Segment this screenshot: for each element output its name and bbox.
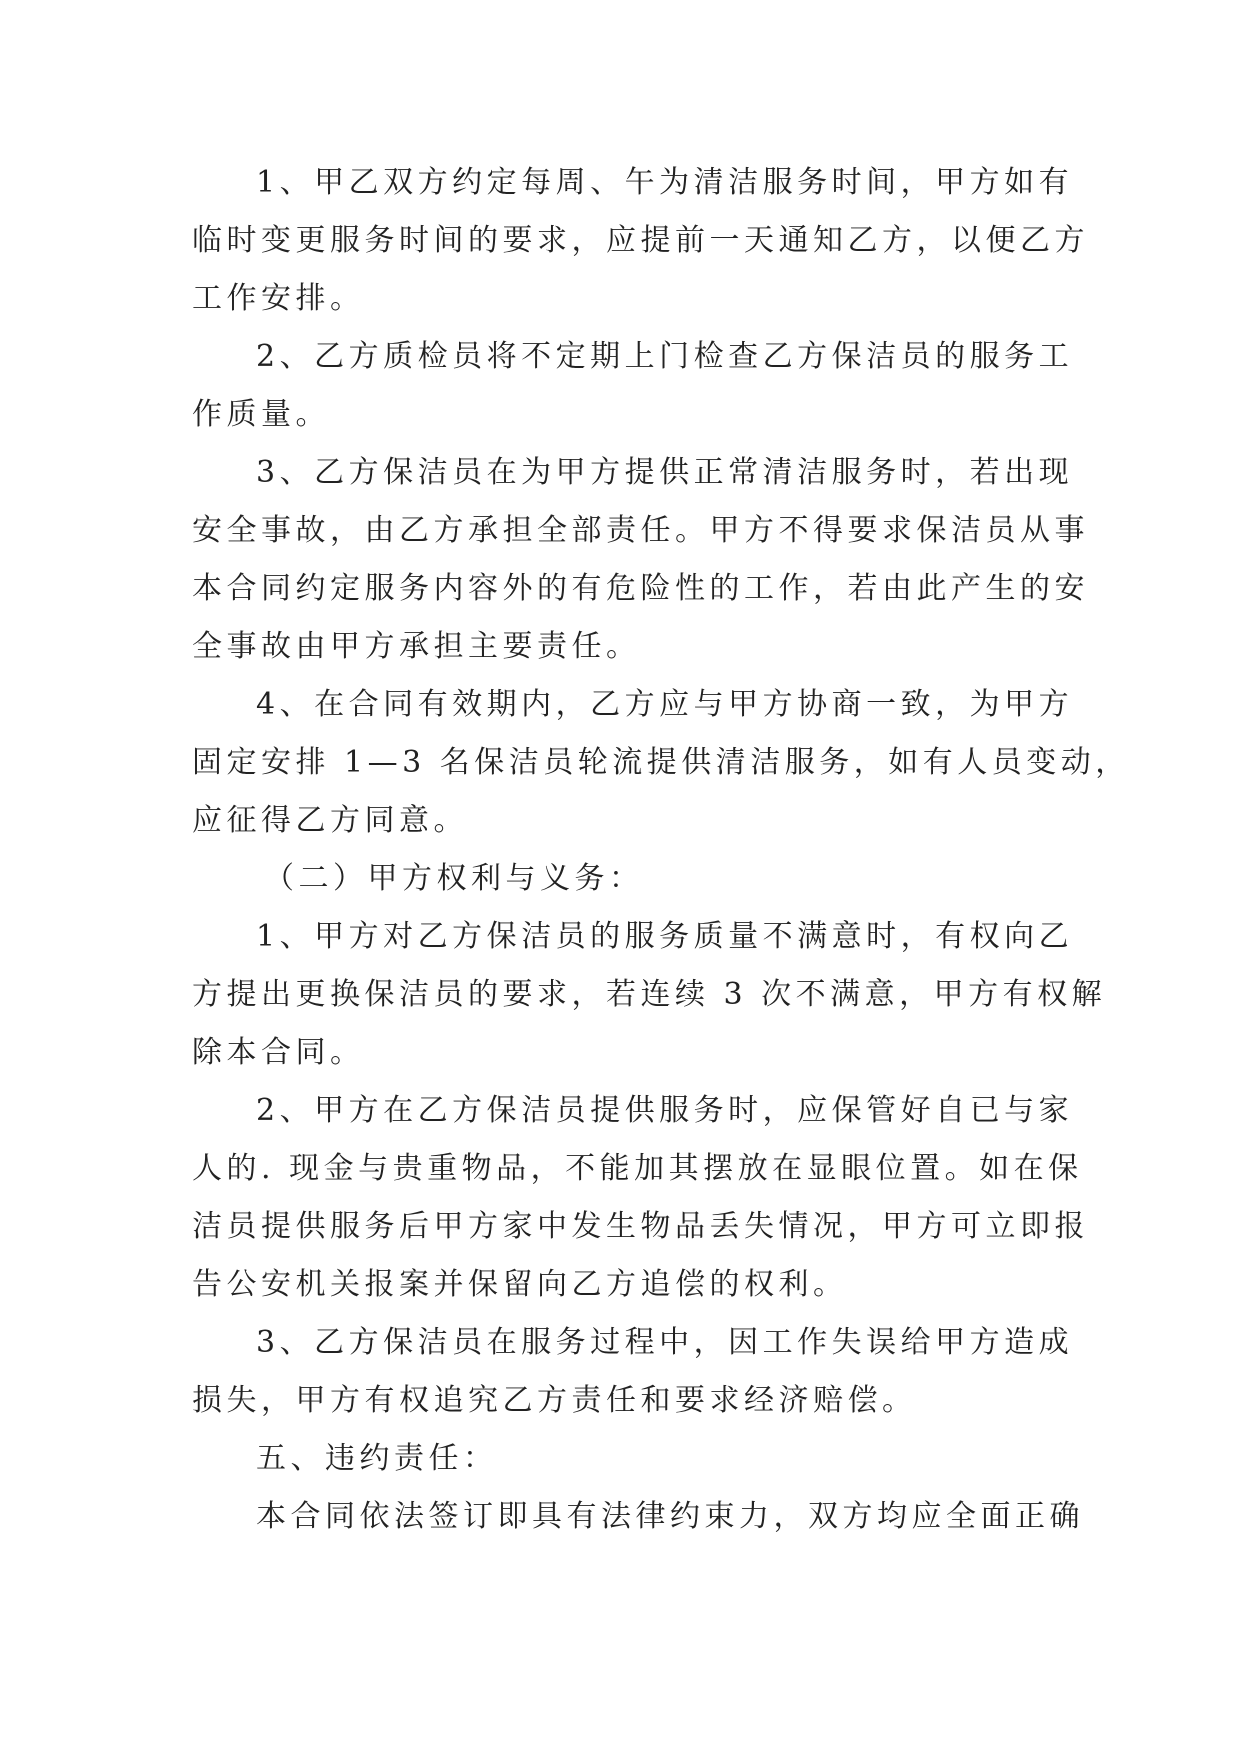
text-line: 洁员提供服务后甲方家中发生物品丢失情况，甲方可立即报 xyxy=(192,1209,1089,1244)
text-line: 本合同依法签订即具有法律约束力，双方均应全面正确 xyxy=(256,1499,1084,1534)
text-line: 人的. 现金与贵重物品，不能加其摆放在显眼位置。如在保 xyxy=(192,1151,1083,1186)
text-line: 2、乙方质检员将不定期上门检查乙方保洁员的服务工 xyxy=(256,339,1074,374)
section-heading: （二）甲方权利与义务： xyxy=(264,861,644,896)
text-line: 本合同约定服务内容外的有危险性的工作，若由此产生的安 xyxy=(192,571,1089,606)
text-line: 临时变更服务时间的要求，应提前一天通知乙方，以便乙方 xyxy=(192,223,1089,258)
section-heading: 五、违约责任： xyxy=(256,1441,498,1476)
text-line: 安全事故，由乙方承担全部责任。甲方不得要求保洁员从事 xyxy=(192,513,1089,548)
text-line: 损失，甲方有权追究乙方责任和要求经济赔偿。 xyxy=(192,1383,917,1418)
text-line: 应征得乙方同意。 xyxy=(192,803,468,838)
text-line: 3、乙方保洁员在为甲方提供正常清洁服务时，若出现 xyxy=(256,455,1074,490)
text-line: 方提出更换保洁员的要求，若连续 3 次不满意，甲方有权解 xyxy=(192,977,1107,1012)
text-line: 4、在合同有效期内，乙方应与甲方协商一致，为甲方 xyxy=(256,687,1074,722)
text-line: 固定安排 1—3 名保洁员轮流提供清洁服务，如有人员变动， xyxy=(192,745,1130,780)
text-line: 1、甲方对乙方保洁员的服务质量不满意时，有权向乙 xyxy=(256,919,1074,954)
text-line: 告公安机关报案并保留向乙方追偿的权利。 xyxy=(192,1267,848,1302)
text-line: 工作安排。 xyxy=(192,281,365,316)
text-line: 全事故由甲方承担主要责任。 xyxy=(192,629,641,664)
text-line: 除本合同。 xyxy=(192,1035,365,1070)
text-line: 3、乙方保洁员在服务过程中，因工作失误给甲方造成 xyxy=(256,1325,1074,1360)
text-line: 作质量。 xyxy=(192,397,330,432)
text-line: 1、甲乙双方约定每周、午为清洁服务时间，甲方如有 xyxy=(256,165,1074,200)
document-body xyxy=(192,154,1130,1546)
text-line: 2、甲方在乙方保洁员提供服务时，应保管好自已与家 xyxy=(256,1093,1074,1128)
